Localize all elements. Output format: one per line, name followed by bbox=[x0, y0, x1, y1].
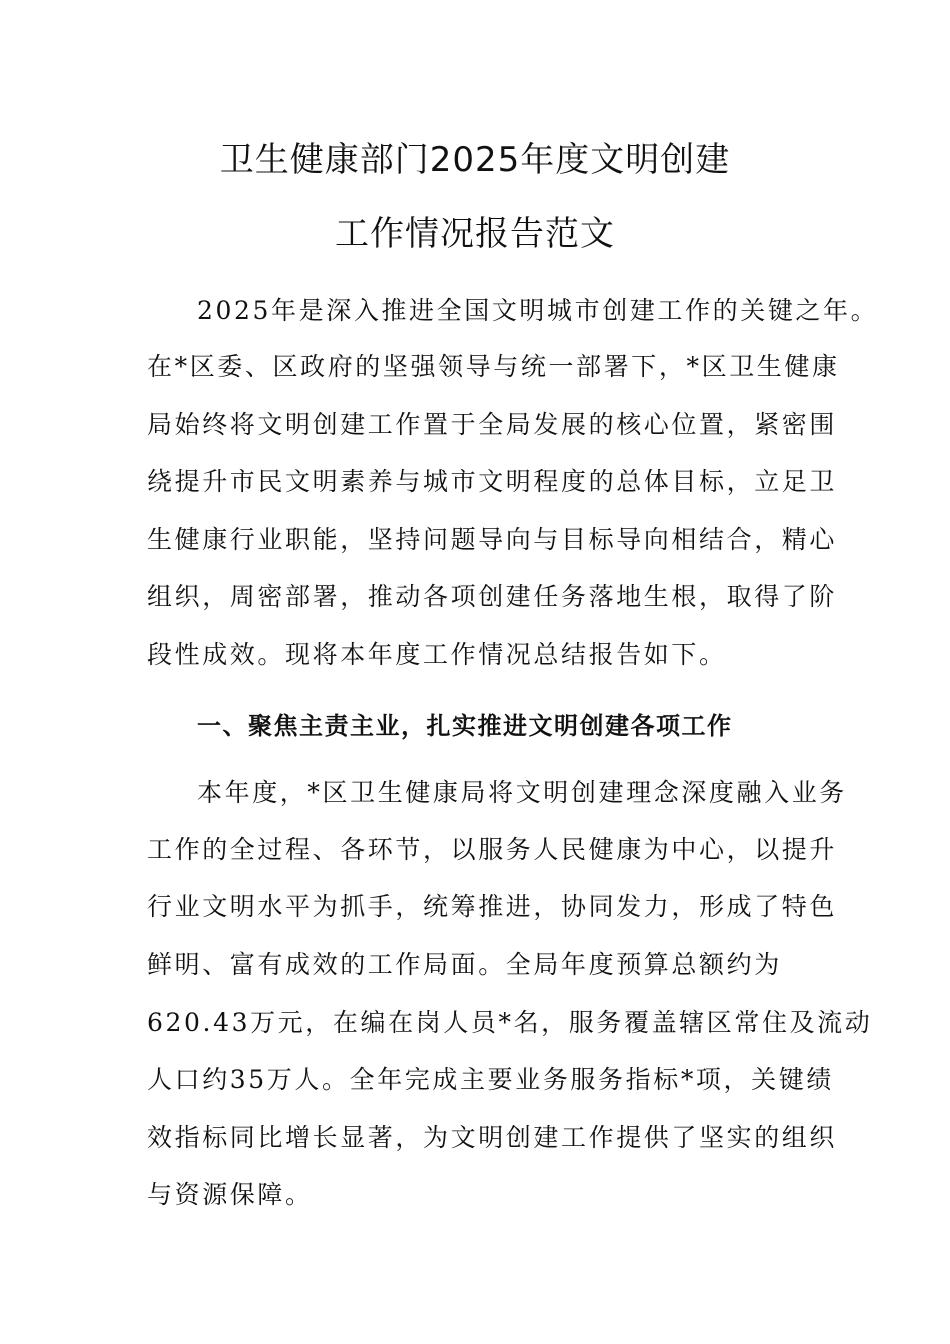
section-paragraph-line: 工作的全过程、各环节，以服务人民健康为中心，以提升 bbox=[147, 835, 838, 864]
intro-paragraph-line: 2025年是深入推进全国文明城市创建工作的关键之年。 bbox=[197, 296, 879, 325]
section-paragraph-line: 效指标同比增长显著，为文明创建工作提供了坚实的组织 bbox=[147, 1123, 838, 1152]
section-paragraph-line: 620.43万元，在编在岗人员*名，服务覆盖辖区常住及流动 bbox=[147, 1008, 873, 1037]
document-title-line-1: 卫生健康部门2025年度文明创建 bbox=[219, 140, 731, 180]
section-paragraph-line: 本年度，*区卫生健康局将文明创建理念深度融入业务 bbox=[197, 778, 847, 807]
section-paragraph-line: 人口约35万人。全年完成主要业务服务指标*项，关键绩 bbox=[147, 1065, 834, 1094]
section-paragraph-line: 行业文明水平为抓手，统筹推进，协同发力，形成了特色 bbox=[147, 892, 838, 921]
intro-paragraph-line: 生健康行业职能，坚持问题导向与目标导向相结合，精心 bbox=[147, 525, 838, 554]
section-paragraph-line: 鲜明、富有成效的工作局面。全局年度预算总额约为 bbox=[147, 950, 782, 979]
intro-paragraph-line: 绕提升市民文明素养与城市文明程度的总体目标，立足卫 bbox=[147, 467, 838, 496]
intro-paragraph-line: 局始终将文明创建工作置于全局发展的核心位置，紧密围 bbox=[147, 410, 838, 439]
document-title-line-2: 工作情况报告范文 bbox=[335, 214, 615, 254]
section-paragraph-line: 与资源保障。 bbox=[147, 1180, 313, 1209]
intro-paragraph-line: 在*区委、区政府的坚强领导与统一部署下，*区卫生健康 bbox=[147, 352, 840, 381]
intro-paragraph-line: 组织，周密部署，推动各项创建任务落地生根，取得了阶 bbox=[147, 582, 838, 611]
intro-paragraph-line: 段性成效。现将本年度工作情况总结报告如下。 bbox=[147, 640, 727, 669]
section-heading: 一、聚焦主责主业，扎实推进文明创建各项工作 bbox=[197, 712, 733, 740]
